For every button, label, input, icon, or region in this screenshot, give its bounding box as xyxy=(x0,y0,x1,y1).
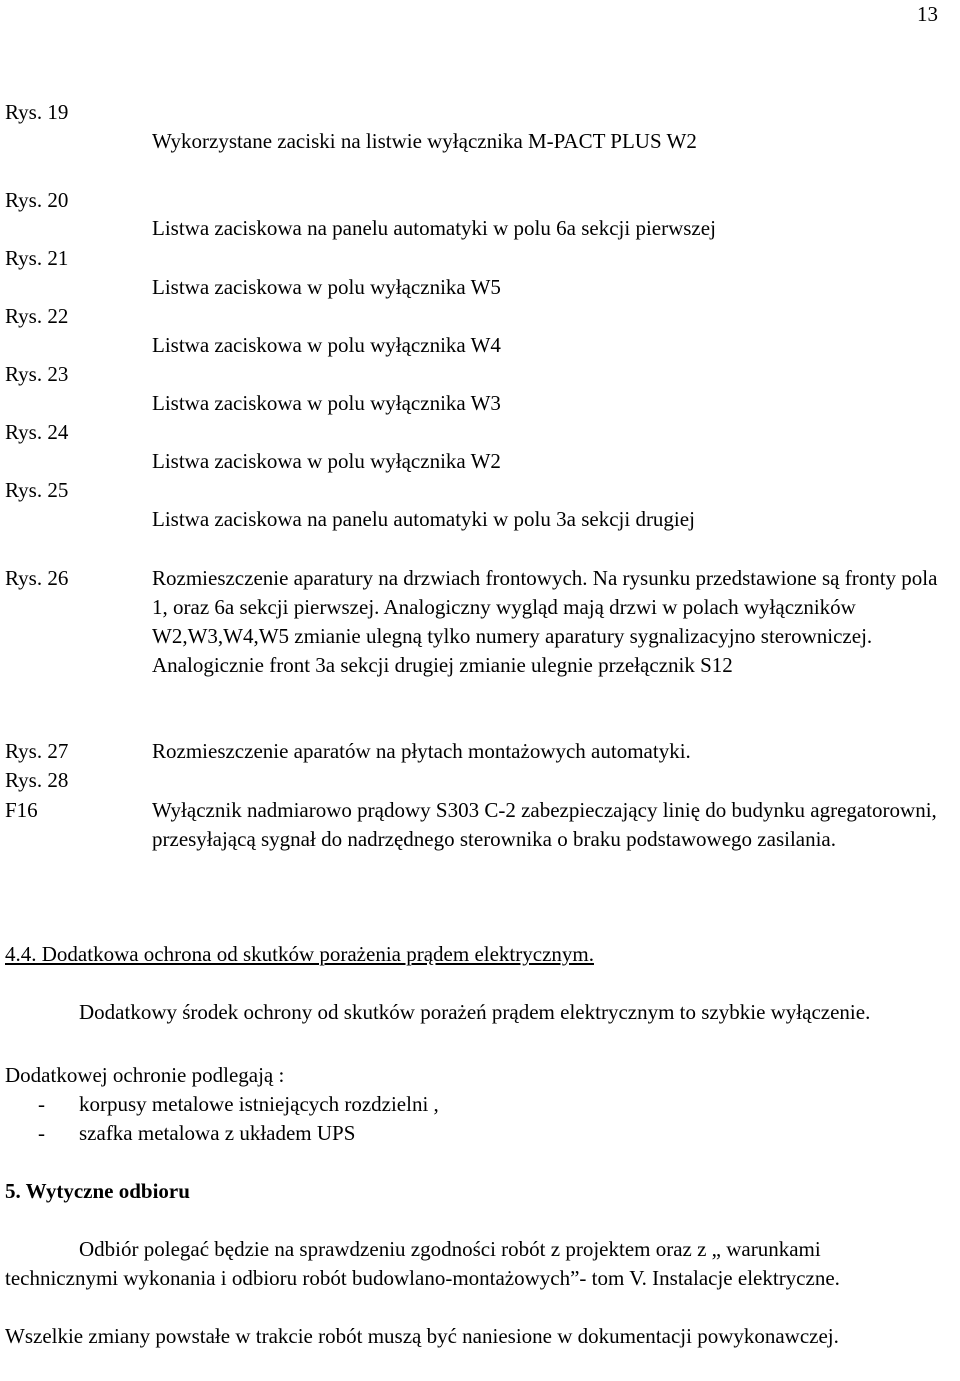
figure-caption: Listwa zaciskowa w polu wyłącznika W4 xyxy=(152,333,501,357)
figure-caption: Wykorzystane zaciski na listwie wyłącznika M-PACT PLUS W2 xyxy=(152,129,697,153)
figure-caption: Listwa zaciskowa w polu wyłącznika W2 xyxy=(152,449,501,473)
figure-label: Rys. 21 xyxy=(5,246,69,270)
figure-label: Rys. 28 xyxy=(5,768,69,792)
paragraph: Odbiór polegać będzie na sprawdzeniu zgodności robót z projektem oraz z „ warunkami technicznymi wykonania i odbioru robót budowlano-montażowych”- tom V. Instalacje elektryczne. xyxy=(5,1237,840,1290)
figure-label: Rys. 20 xyxy=(5,188,69,212)
list-item: szafka metalowa z układem UPS xyxy=(79,1121,356,1145)
figure-label: F16 xyxy=(5,798,38,822)
figure-label: Rys. 27 xyxy=(5,739,69,763)
paragraph: Dodatkowy środek ochrony od skutków porażeń prądem elektrycznym to szybkie wyłączenie. xyxy=(79,1000,871,1024)
figure-label: Rys. 26 xyxy=(5,566,69,590)
paragraph: Wszelkie zmiany powstałe w trakcie robót muszą być naniesione w dokumentacji powykonawczej. xyxy=(5,1324,839,1348)
figure-label: Rys. 19 xyxy=(5,100,69,124)
figure-label: Rys. 25 xyxy=(5,478,69,502)
list-intro: Dodatkowej ochronie podlegają : xyxy=(5,1063,285,1087)
list-bullet: - xyxy=(38,1121,45,1145)
figure-label: Rys. 24 xyxy=(5,420,69,444)
list-bullet: - xyxy=(38,1092,45,1116)
figure-caption: Rozmieszczenie aparatury na drzwiach frontowych. Na rysunku przedstawione są fronty pola 1, oraz 6a sekcji pierwszej. Analogiczny wygląd mają drzwi w polach wyłączników W2,W3,W4,W5 zmianie ulegną tylko numery aparatury sygnalizacyjno sterowniczej. Analogicznie front 3a sekcji drugiej zmianie ulegnie przełącznik S12 xyxy=(152,566,938,677)
figure-caption: Listwa zaciskowa w polu wyłącznika W3 xyxy=(152,391,501,415)
figure-caption: Listwa zaciskowa w polu wyłącznika W5 xyxy=(152,275,501,299)
list-item: korpusy metalowe istniejących rozdzielni , xyxy=(79,1092,439,1116)
figure-caption: Listwa zaciskowa na panelu automatyki w polu 6a sekcji pierwszej xyxy=(152,216,716,240)
section-heading: 4.4. Dodatkowa ochrona od skutków porażenia prądem elektrycznym. xyxy=(5,942,594,966)
figure-label: Rys. 23 xyxy=(5,362,69,386)
figure-caption: Wyłącznik nadmiarowo prądowy S303 C-2 zabezpieczający linię do budynku agregatorowni, przesyłającą sygnał do nadrzędnego sterownika o braku podstawowego zasilania. xyxy=(152,798,937,851)
figure-caption: Listwa zaciskowa na panelu automatyki w polu 3a sekcji drugiej xyxy=(152,507,695,531)
figure-label: Rys. 22 xyxy=(5,304,69,328)
page-number: 13 xyxy=(917,2,938,26)
figure-caption: Rozmieszczenie aparatów na płytach montażowych automatyki. xyxy=(152,739,691,763)
section-heading: 5. Wytyczne odbioru xyxy=(5,1179,190,1203)
